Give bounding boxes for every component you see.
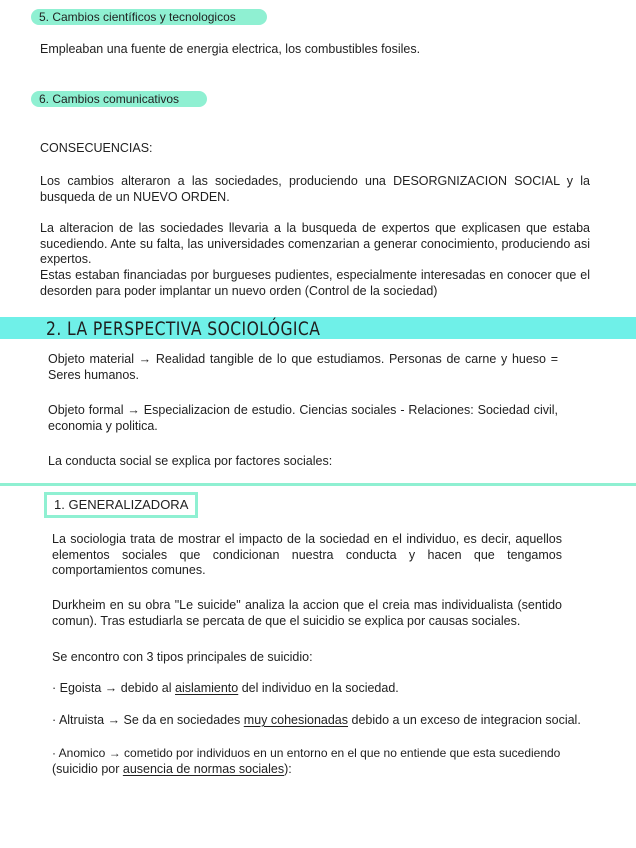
objeto-formal-text: Objeto formal → Especializacion de estudio. Ciencias sociales - Relaciones: Sociedad civil, economia y politica. xyxy=(48,403,558,433)
divider-line xyxy=(0,483,636,486)
consecuencias-heading: CONSECUENCIAS: xyxy=(40,141,153,155)
altruista-item: · Altruista → Se da en sociedades muy cohesionadas debido a un exceso de integracion social. xyxy=(52,713,581,727)
egoista-item: · Egoista → debido al aislamiento del individuo en la sociedad. xyxy=(52,681,399,695)
generalizadora-paragraph-1: La sociologia trata de mostrar el impacto de la sociedad en el individuo, es decir, aquellos elementos sociales que condicionan nuestra conducta y hacen que tengamos comportamientos comunes. xyxy=(52,532,562,577)
objeto-material-text: Objeto material → Realidad tangible de lo que estudiamos. Personas de carne y hueso = Seres humanos. xyxy=(48,352,558,382)
anomico-item-line-1: · Anomico → cometido por individuos en un entorno en el que no entiende que esta sucediendo xyxy=(52,746,561,760)
conducta-text: La conducta social se explica por factores sociales: xyxy=(48,454,333,468)
section-5-heading: 5. Cambios científicos y tecnologicos xyxy=(31,9,267,25)
generalizadora-heading: 1. GENERALIZADORA xyxy=(44,492,198,518)
consecuencias-paragraph-2: La alteracion de las sociedades llevaria a la busqueda de expertos que explicasen que estaba sucediendo. Ante su falta, las universidades comenzarian a generar conocimiento, produciendo asi expertos. xyxy=(40,221,590,266)
section-5-text: Empleaban una fuente de energia electrica, los combustibles fosiles. xyxy=(40,42,421,56)
perspectiva-title: 2. LA PERSPECTIVA SOCIOLÓGICA xyxy=(46,318,321,340)
consecuencias-paragraph-1: Los cambios alteraron a las sociedades, produciendo una DESORGNIZACION SOCIAL y la busqueda de un NUEVO ORDEN. xyxy=(40,174,590,204)
section-6-heading: 6. Cambios comunicativos xyxy=(31,91,207,107)
suicide-types-intro: Se encontro con 3 tipos principales de suicidio: xyxy=(52,650,313,664)
generalizadora-paragraph-2: Durkheim en su obra "Le suicide" analiza la accion que el creia mas individualista (sentido comun). Tras estudiarla se percata de que el suicidio se explica por causas sociales. xyxy=(52,598,562,628)
anomico-item-line-2: (suicidio por ausencia de normas sociales): xyxy=(52,762,292,776)
consecuencias-paragraph-3: Estas estaban financiadas por burgueses pudientes, especialmente interesadas en conocer que el desorden para poder implantar un nuevo orden (Control de la sociedad) xyxy=(40,268,590,298)
